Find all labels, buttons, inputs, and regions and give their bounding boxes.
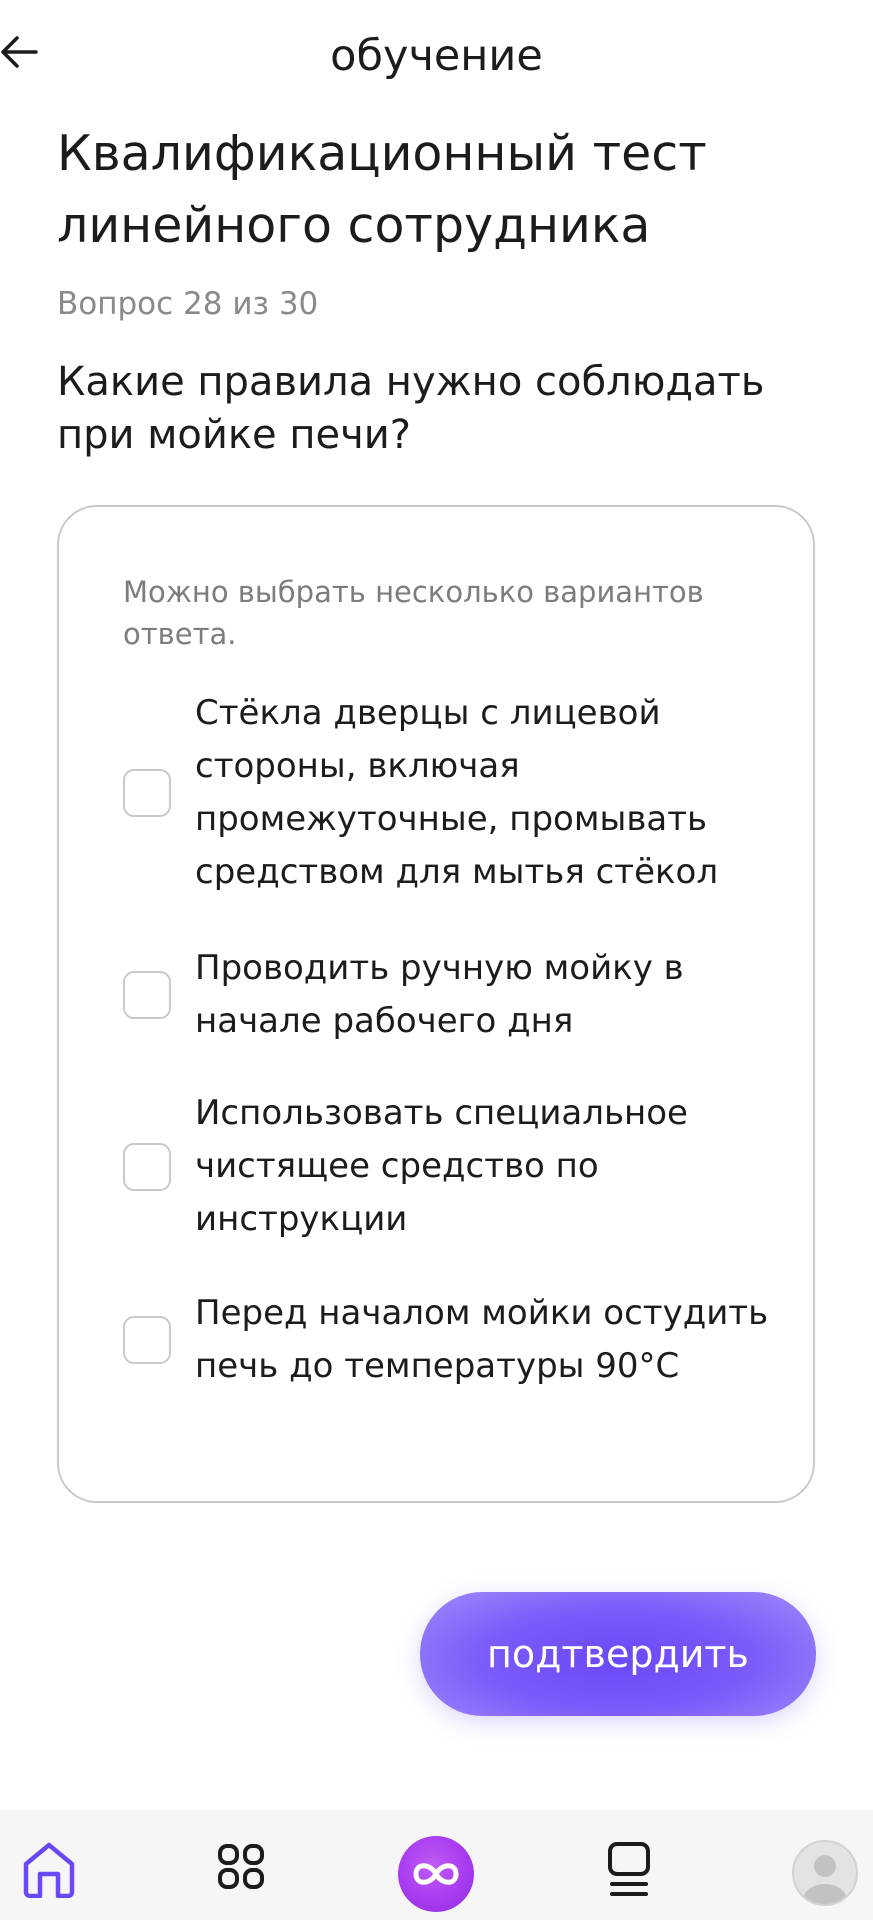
answer-checkbox-3[interactable] bbox=[123, 1143, 171, 1191]
confirm-button[interactable]: подтвердить bbox=[420, 1592, 816, 1716]
home-icon bbox=[20, 1840, 78, 1902]
list-icon bbox=[604, 1840, 654, 1900]
answer-checkbox-4[interactable] bbox=[123, 1316, 171, 1364]
answer-label-2: Проводить ручную мойку в начале рабочего дня bbox=[195, 948, 684, 1041]
tab-home[interactable] bbox=[9, 1840, 89, 1920]
answer-label-1: Стёкла дверцы с лицевой стороны, включая промежуточные, промывать средством для мытья стёкол bbox=[195, 693, 719, 892]
answer-option-2[interactable] bbox=[123, 942, 783, 1048]
header-title: обучение bbox=[330, 31, 543, 81]
tab-main[interactable] bbox=[396, 1840, 476, 1920]
tab-profile[interactable] bbox=[785, 1840, 865, 1920]
answer-checkbox-2[interactable] bbox=[123, 971, 171, 1019]
infinity-icon bbox=[398, 1836, 474, 1912]
answer-option-4[interactable] bbox=[123, 1287, 783, 1393]
bottom-tab-bar bbox=[0, 1810, 873, 1920]
answers-card bbox=[57, 505, 815, 1503]
avatar-icon bbox=[792, 1840, 858, 1906]
question-text: Какие правила нужно соблюдать при мойке печи? bbox=[57, 359, 765, 458]
answer-checkbox-1[interactable] bbox=[123, 769, 171, 817]
answer-option-1[interactable] bbox=[123, 687, 783, 899]
top-bar bbox=[0, 0, 873, 110]
question-progress: Вопрос 28 из 30 bbox=[57, 286, 319, 322]
answer-label-3: Использовать специальное чистящее средство по инструкции bbox=[195, 1093, 688, 1239]
answer-label-4: Перед началом мойки остудить печь до температуры 90°С bbox=[195, 1293, 769, 1386]
answer-option-3[interactable] bbox=[123, 1087, 783, 1246]
tab-list[interactable] bbox=[589, 1840, 669, 1920]
grid-icon bbox=[216, 1840, 268, 1896]
tab-catalog[interactable] bbox=[202, 1840, 282, 1920]
page-title: Квалификационный тест линейного сотрудника bbox=[57, 125, 707, 254]
selection-hint: Можно выбрать несколько вариантов ответа. bbox=[123, 575, 704, 651]
